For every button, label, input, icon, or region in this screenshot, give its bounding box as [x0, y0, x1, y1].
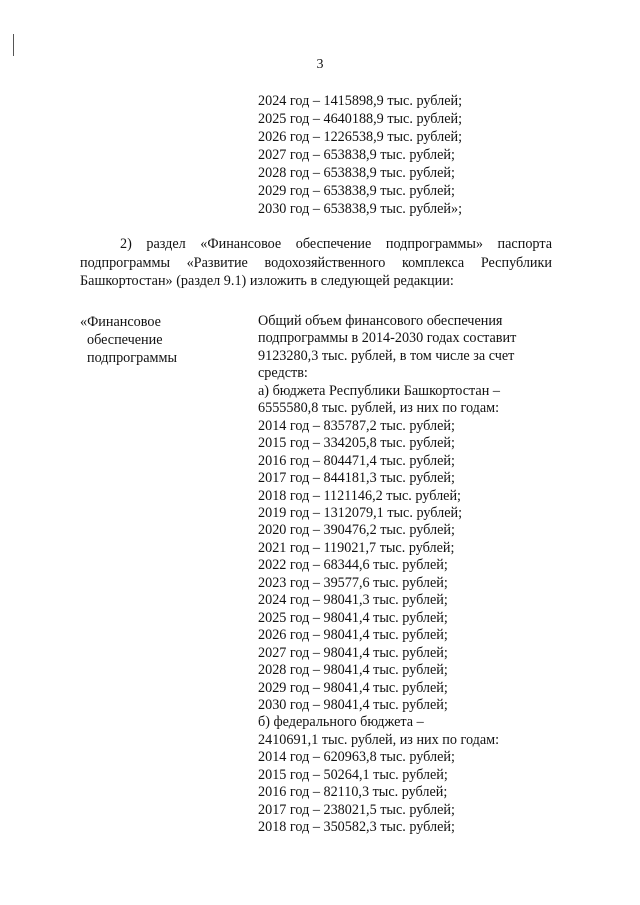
content-line: 2024 год – 98041,3 тыс. рублей;: [258, 592, 448, 609]
page-number: 3: [316, 57, 324, 72]
year-line: 2025 год – 4640188,9 тыс. рублей;: [258, 111, 463, 127]
content-line: 2410691,1 тыс. рублей, из них по годам:: [258, 731, 500, 748]
passport-label-line: «Финансовое: [80, 314, 161, 330]
content-line: 2028 год – 98041,4 тыс. рублей;: [258, 662, 448, 679]
passport-label-line: обеспечение: [87, 332, 163, 348]
passport-label-line: подпрограммы: [87, 350, 177, 366]
content-line: 2014 год – 835787,2 тыс. рублей;: [258, 417, 455, 434]
section-paragraph: 2) раздел «Финансовое обеспечение подпрограммы» паспорта подпрограммы «Развитие водохозяйственного комплекса Республики Башкортостан» (раздел 9.1) изложить в следующей редакции:: [80, 236, 552, 289]
content-line: а) бюджета Республики Башкортостан –: [258, 382, 500, 399]
year-line: 2027 год – 653838,9 тыс. рублей;: [258, 147, 455, 163]
prior-years-list: [258, 92, 462, 218]
content-line: 2020 год – 390476,2 тыс. рублей;: [258, 522, 455, 539]
content-line: средств:: [258, 365, 308, 382]
content-line: б) федерального бюджета –: [258, 714, 424, 731]
content-line: 2023 год – 39577,6 тыс. рублей;: [258, 574, 448, 591]
content-line: 2014 год – 620963,8 тыс. рублей;: [258, 749, 455, 766]
year-line: 2024 год – 1415898,9 тыс. рублей;: [258, 93, 463, 109]
content-line: 2018 год – 350582,3 тыс. рублей;: [258, 819, 455, 836]
content-line: 2016 год – 804471,4 тыс. рублей;: [258, 452, 455, 469]
content-line: 2030 год – 98041,4 тыс. рублей;: [258, 696, 448, 713]
content-line: 2016 год – 82110,3 тыс. рублей;: [258, 784, 448, 801]
content-line: 2017 год – 238021,5 тыс. рублей;: [258, 801, 455, 818]
year-line: 2026 год – 1226538,9 тыс. рублей;: [258, 129, 463, 145]
content-line: 2015 год – 50264,1 тыс. рублей;: [258, 766, 448, 783]
content-line: 2027 год – 98041,4 тыс. рублей;: [258, 644, 448, 661]
content-line: подпрограммы в 2014-2030 годах составит: [258, 330, 517, 347]
content-line: 2017 год – 844181,3 тыс. рублей;: [258, 470, 455, 487]
content-line: 6555580,8 тыс. рублей, из них по годам:: [258, 400, 500, 417]
content-line: 2026 год – 98041,4 тыс. рублей;: [258, 627, 448, 644]
content-line: 2019 год – 1312079,1 тыс. рублей;: [258, 504, 463, 521]
year-line: 2029 год – 653838,9 тыс. рублей;: [258, 183, 455, 199]
passport-content: [258, 313, 558, 837]
content-line: 2022 год – 68344,6 тыс. рублей;: [258, 557, 448, 574]
content-line: 2029 год – 98041,4 тыс. рублей;: [258, 679, 448, 696]
year-line: 2028 год – 653838,9 тыс. рублей;: [258, 165, 455, 181]
content-line: 2015 год – 334205,8 тыс. рублей;: [258, 435, 455, 452]
passport-label: [80, 313, 177, 367]
year-line: 2030 год – 653838,9 тыс. рублей»;: [258, 201, 463, 217]
content-line: 9123280,3 тыс. рублей, в том числе за счет: [258, 347, 515, 364]
content-line: Общий объем финансового обеспечения: [258, 313, 503, 329]
content-line: 2018 год – 1121146,2 тыс. рублей;: [258, 487, 461, 504]
margin-mark: [13, 34, 14, 56]
content-line: 2025 год – 98041,4 тыс. рублей;: [258, 609, 448, 626]
content-line: 2021 год – 119021,7 тыс. рублей;: [258, 539, 455, 556]
